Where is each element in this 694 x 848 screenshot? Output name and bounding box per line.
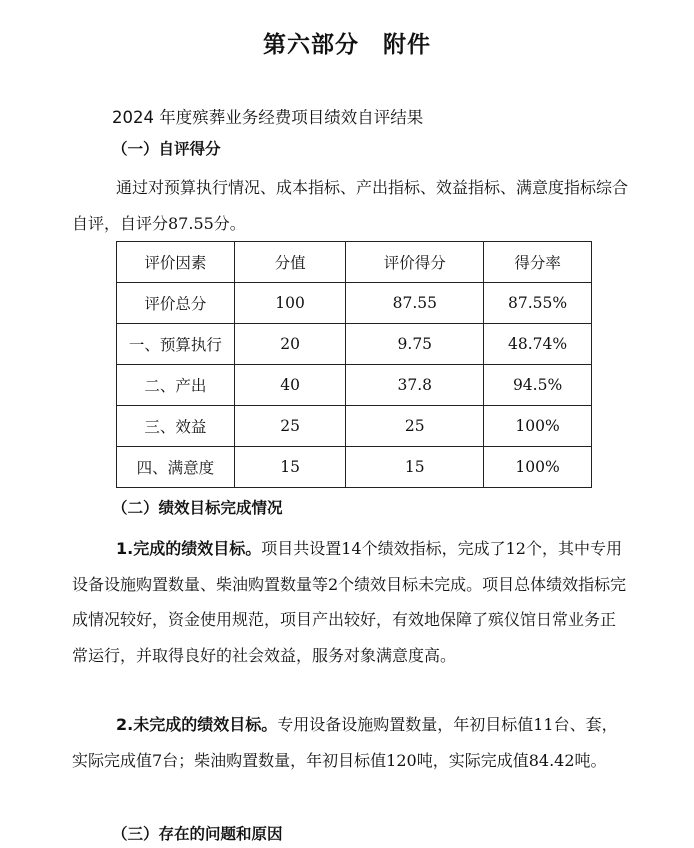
section-heading-goal-completion: （二）绩效目标完成情况 xyxy=(112,499,283,517)
table-cell: 100 xyxy=(234,283,346,324)
table-cell: 25 xyxy=(346,406,484,447)
table-row xyxy=(117,324,592,365)
header-cell: 评价得分 xyxy=(346,242,484,283)
completed-goals-lead: 1.完成的绩效目标。 xyxy=(116,539,262,558)
table-row xyxy=(117,283,592,324)
section-heading-problems: （三）存在的问题和原因 xyxy=(112,825,283,843)
report-title: 2024 年度殡葬业务经费项目绩效自评结果 xyxy=(112,108,424,127)
table-cell: 二、产出 xyxy=(117,365,235,406)
page-title: 第六部分 附件 xyxy=(263,32,431,58)
uncompleted-goals-text: 专用设备设施购置数量，年初目标值11台、套，实际完成值7台；柴油购置数量，年初目标值120吨，实际完成值84.42吨。 xyxy=(72,715,618,770)
table-cell: 87.55 xyxy=(346,283,484,324)
uncompleted-goals-lead: 2.未完成的绩效目标。 xyxy=(116,715,278,734)
table-row xyxy=(117,406,592,447)
header-cell: 评价因素 xyxy=(117,242,235,283)
table-row xyxy=(117,365,592,406)
table-cell: 25 xyxy=(234,406,346,447)
self-score-paragraph: 通过对预算执行情况、成本指标、产出指标、效益指标、满意度指标综合自评，自评分87.55分。 xyxy=(72,178,629,233)
completed-goals-paragraph xyxy=(72,531,628,673)
table-cell: 48.74% xyxy=(484,324,592,365)
header-cell: 得分率 xyxy=(484,242,592,283)
completed-goals-text: 项目共设置14个绩效指标，完成了12个，其中专用设备设施购置数量、柴油购置数量等2个绩效目标未完成。项目总体绩效指标完成情况较好，资金使用规范，项目产出较好，有效地保障了殡仪馆日常业务正常运行，并取得良好的社会效益，服务对象满意度高。 xyxy=(72,539,627,665)
table-cell: 9.75 xyxy=(346,324,484,365)
section-heading-self-score: （一）自评得分 xyxy=(112,140,221,158)
table-cell: 评价总分 xyxy=(117,283,235,324)
table-cell: 15 xyxy=(234,447,346,488)
table-cell: 四、满意度 xyxy=(117,447,235,488)
table-row xyxy=(117,447,592,488)
table-cell: 一、预算执行 xyxy=(117,324,235,365)
uncompleted-goals-paragraph xyxy=(72,707,628,778)
table-cell: 三、效益 xyxy=(117,406,235,447)
table-cell: 40 xyxy=(234,365,346,406)
table-cell: 94.5% xyxy=(484,365,592,406)
header-cell: 分值 xyxy=(234,242,346,283)
table-cell: 100% xyxy=(484,406,592,447)
table-header-row xyxy=(117,242,592,283)
table-cell: 15 xyxy=(346,447,484,488)
table-cell: 100% xyxy=(484,447,592,488)
table-cell: 87.55% xyxy=(484,283,592,324)
score-table xyxy=(116,241,592,488)
table-cell: 20 xyxy=(234,324,346,365)
table-cell: 37.8 xyxy=(346,365,484,406)
